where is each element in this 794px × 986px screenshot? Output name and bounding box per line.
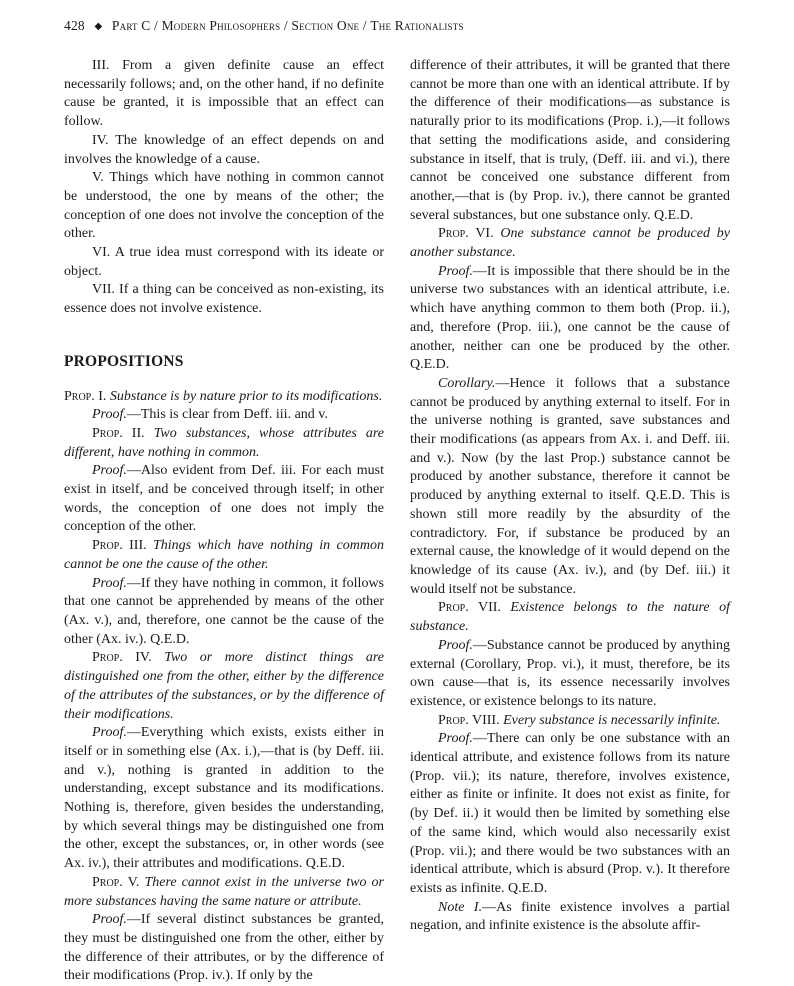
corollary-text: —Hence it follows that a substance cannot be produced by anything external to itself. For in the universe nothing is granted, save substances and their modifications (as appears from Ax. i. and Deff. iii. and v.). Now (by the last Prop.) substance cannot be produced by another substance, therefore it cannot be produced by anything external to itself. Q.E.D. This is shown still more readily by the absurdity of the contradictory. For, if substance be produced by an external cause, the knowledge of it would depend on the knowledge of its cause (Ax. iv.), and (by Def. iii.) it would itself not be substance.: [410, 375, 730, 597]
prop-label: Prop. V.: [92, 874, 140, 890]
right-column: [410, 57, 730, 936]
prop-label: Prop. IV.: [92, 650, 152, 666]
proof-label: Proof.: [92, 407, 127, 423]
axiom-3: III. From a given definite cause an effect necessarily follows; and, on the other hand, if no definite cause be granted, it is impossible that an effect can follow.: [64, 58, 384, 130]
prop-4: [64, 649, 384, 724]
proof-8: [410, 730, 730, 898]
proof-5-continued: difference of their attributes, it will be granted that there cannot be more than one with an identical attribute. If by the difference of their modifications—as substance is naturally prior to its modifications (Prop. i.),—it follows that setting the modifications aside, and considering substance in itself, that is truly, (Deff. iii. and vi.), there cannot be conceived one substance different from another,—that is (by Prop. iv.), there cannot be granted several substances, but one substance only. Q.E.D.: [410, 58, 730, 223]
header-separator: /: [283, 18, 288, 33]
header-separator: /: [362, 18, 367, 33]
proof-label: Proof.: [92, 463, 127, 479]
proof-5: [64, 911, 384, 986]
header-section: Section One: [291, 18, 360, 33]
section-heading: PROPOSITIONS: [64, 352, 184, 370]
proof-text: —There can only be one substance with an identical attribute, and existence follows from its nature (Prop. vii.); its nature, therefore, involves existence, either as finite or infinite. It does not exist as finite, for (by Def. ii.) it would then be limited by something else of the same kind, which would also necessarily exist (Prop. vii.); and there would be two substances with an identical attribute, which is absurd (Prop. v.). It therefore exists as infinite. Q.E.D.: [410, 731, 730, 896]
prop-statement: Substance is by nature prior to its modifications.: [109, 388, 383, 404]
axiom-4: IV. The knowledge of an effect depends on and involves the knowledge of a cause.: [64, 132, 384, 167]
prop-statement: Things which have nothing in common cannot be one the cause of the other.: [64, 538, 384, 572]
note-text: —As finite existence involves a partial negation, and infinite existence is the absolute affir-: [410, 899, 730, 934]
prop-5: [64, 874, 384, 911]
prop-8: [410, 712, 730, 731]
prop-label: Prop. II.: [92, 425, 145, 441]
prop-statement: One substance cannot be produced by another substance.: [410, 226, 730, 261]
prop-3: [64, 537, 384, 574]
axiom-6: VI. A true idea must correspond with its ideate or object.: [64, 245, 384, 279]
note-label: Note I.: [438, 899, 483, 915]
left-column: [64, 57, 384, 986]
prop-statement: Two or more distinct things are distinguished one from the other, either by the difference of the attributes of the substances, or by the difference of their modifications.: [64, 650, 384, 722]
diamond-icon: ◆: [94, 21, 103, 32]
prop-statement: Two substances, whose attributes are different, have nothing in common.: [64, 425, 384, 460]
proof-text: —Also evident from Def. iii. For each must exist in itself, and be conceived through itself; in other words, the conception of one does not imply the conception of the other.: [64, 463, 384, 535]
proof-text: —This is clear from Deff. iii. and v.: [126, 407, 328, 423]
header-subsection: The Rationalists: [370, 18, 464, 33]
proof-text: —It is impossible that there should be in the universe two substances with an identical attribute, i.e. which have anything common to them both (Prop. ii.), and, therefore (Prop. iii.), one cannot be the cause of another, neither can one be produced by the other. Q.E.D.: [410, 263, 730, 373]
prop-label: Prop. I.: [64, 388, 107, 404]
proof-label: Proof.: [92, 575, 127, 591]
proof-text: —Everything which exists, exists either in itself or in something else (Ax. i.),—that is (by Deff. iii. and v.), nothing is granted in addition to the understanding, except substance and its modifications. Nothing is, therefore, given besides the understanding, by which several things may be distinguished one from the other, except the substances, or, in other words (see Ax. iv.), their attributes and modifications. Q.E.D.: [64, 725, 384, 872]
proof-1: [64, 406, 384, 425]
corollary-label: Corollary.: [438, 375, 496, 391]
proof-6: [410, 263, 730, 375]
prop-statement: There cannot exist in the universe two or more substances having the same nature or attribute.: [64, 874, 384, 909]
proof-7: [410, 637, 730, 712]
prop-label: Prop. VII.: [438, 600, 501, 616]
proof-text: —Substance cannot be produced by anything external (Corollary, Prop. vi.), it must, therefore, be its own cause—that is, its essence necessarily involves existence, or existence belongs to its nature.: [410, 637, 730, 709]
header-separator: /: [154, 18, 158, 33]
running-header: [64, 18, 464, 34]
prop-2: [64, 425, 384, 462]
axiom-5: V. Things which have nothing in common cannot be understood, the one by means of the other; the conception of one does not involve the conception of the other.: [64, 170, 384, 242]
prop-label: Prop. VI.: [438, 226, 494, 242]
proof-3: [64, 575, 384, 650]
prop-6: [410, 225, 730, 262]
prop-1: [64, 388, 384, 407]
proof-4: [64, 724, 384, 874]
corollary: [410, 375, 730, 599]
proof-label: Proof.: [438, 637, 473, 653]
proof-label: Proof.: [438, 731, 473, 747]
note-1: [410, 899, 730, 936]
header-part: Part C: [111, 18, 151, 33]
proof-text: —If they have nothing in common, it follows that one cannot be apprehended by means of the other (Ax. v.), and, therefore, one cannot be the cause of the other (Ax. iv.). Q.E.D.: [64, 575, 384, 647]
proof-label: Proof.: [438, 263, 473, 279]
prop-statement: Existence belongs to the nature of substance.: [410, 600, 731, 635]
page-number: 428: [64, 18, 85, 33]
proof-label: Proof.: [92, 912, 127, 928]
axiom-7: VII. If a thing can be conceived as non-existing, its essence does not involve existence.: [64, 282, 384, 317]
header-chapter: Modern Philosophers: [161, 18, 281, 33]
proof-2: [64, 462, 384, 537]
prop-statement: Every substance is necessarily infinite.: [503, 712, 721, 728]
prop-label: Prop. VIII.: [438, 712, 500, 728]
prop-label: Prop. III.: [92, 538, 147, 554]
proof-label: Proof.: [92, 725, 127, 741]
proof-text: —If several distinct substances be granted, they must be distinguished one from the other, either by the difference of their attributes, or by the difference of their modifications (Prop. iv.). If only by the: [64, 912, 384, 984]
prop-7: [410, 599, 730, 636]
